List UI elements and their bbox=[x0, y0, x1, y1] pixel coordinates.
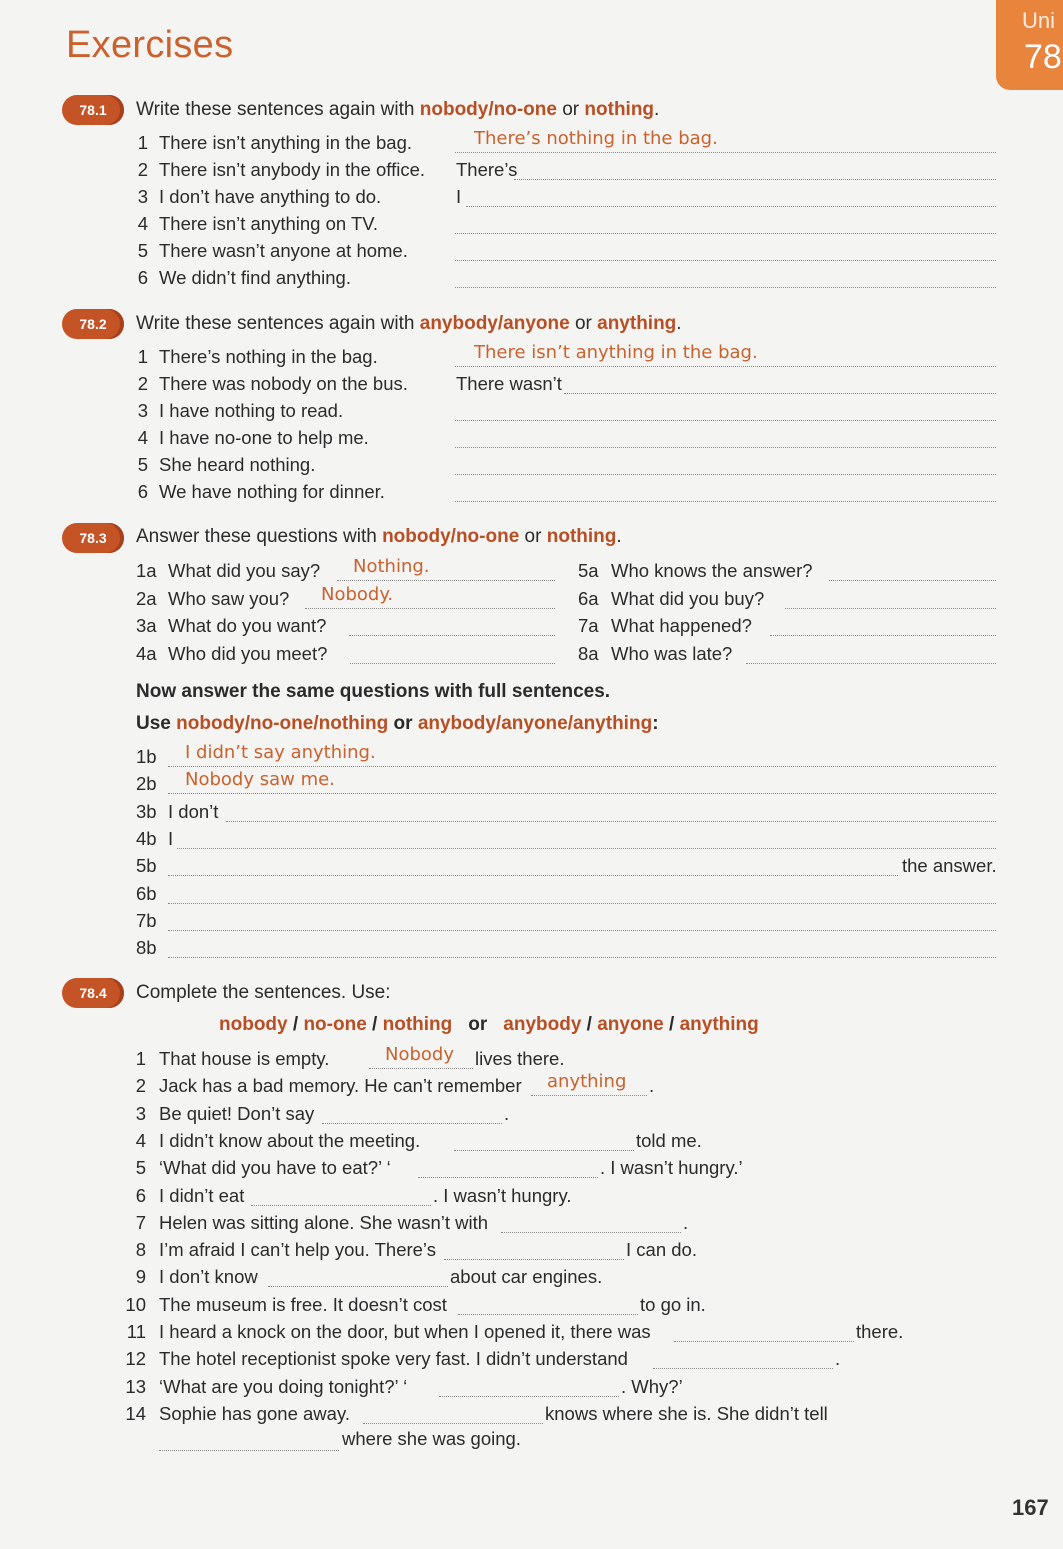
answer-blank[interactable] bbox=[458, 1296, 638, 1315]
item-sentence-start: I didn’t know about the meeting. bbox=[159, 1129, 421, 1151]
answer-blank[interactable] bbox=[653, 1350, 833, 1369]
item-number: 9 bbox=[135, 1266, 146, 1288]
item-number: 8 bbox=[135, 1239, 146, 1261]
answer-prefix: I bbox=[168, 827, 174, 849]
item-number: 8b bbox=[136, 937, 157, 959]
item-number: 8a bbox=[578, 642, 599, 664]
answer-blank[interactable] bbox=[514, 161, 996, 180]
instruction: Complete the sentences. Use: bbox=[136, 982, 391, 1003]
item-number: 4 bbox=[137, 213, 148, 234]
answer-blank[interactable] bbox=[674, 1323, 854, 1342]
answer-blank[interactable] bbox=[455, 402, 996, 421]
instruction-part: Write these sentences again with bbox=[136, 313, 420, 334]
instruction-part: nothing bbox=[584, 99, 655, 120]
answer-text: anything bbox=[547, 1071, 627, 1093]
item-sentence: There was nobody on the bus. bbox=[159, 373, 408, 394]
word-box-item: / bbox=[581, 1014, 598, 1035]
instruction-part: or bbox=[556, 99, 585, 120]
subinstruction-use-part: Use bbox=[136, 713, 177, 734]
item-number: 4 bbox=[137, 427, 148, 448]
item-sentence-end: I can do. bbox=[626, 1239, 697, 1261]
answer-blank[interactable] bbox=[159, 1432, 339, 1451]
unit-tab-label: Uni bbox=[1022, 8, 1056, 33]
answer-prefix: There wasn’t bbox=[456, 373, 562, 394]
item-sentence-end: there. bbox=[856, 1321, 904, 1342]
item-number: 5 bbox=[137, 240, 148, 261]
answer-text: There isn’t anything in the bag. bbox=[474, 342, 758, 363]
answer-blank[interactable] bbox=[746, 645, 996, 664]
answer-prefix: I don’t bbox=[168, 800, 219, 822]
answer-prefix: There’s bbox=[456, 159, 518, 180]
item-number: 3 bbox=[135, 1102, 146, 1124]
answer-blank[interactable] bbox=[829, 562, 996, 581]
answer-suffix: the answer. bbox=[902, 855, 997, 877]
item-sentence: I don’t have anything to do. bbox=[159, 186, 382, 207]
item-sentence-continued: where she was going. bbox=[342, 1428, 521, 1449]
answer-blank[interactable] bbox=[455, 483, 996, 502]
item-number: 12 bbox=[125, 1348, 146, 1370]
answer-blank[interactable] bbox=[177, 830, 996, 849]
item-number: 5a bbox=[578, 560, 599, 581]
answer-blank[interactable] bbox=[455, 269, 996, 288]
item-number: 1 bbox=[137, 346, 148, 367]
item-sentence-start: Be quiet! Don’t say bbox=[159, 1102, 315, 1124]
instruction-part: nobody/no-one bbox=[382, 526, 520, 547]
answer-blank[interactable] bbox=[251, 1187, 431, 1206]
item-number: 2 bbox=[137, 373, 148, 394]
answer-blank[interactable] bbox=[785, 590, 996, 609]
item-number: 6 bbox=[137, 267, 148, 288]
item-number: 6 bbox=[135, 1184, 146, 1206]
item-sentence: There isn’t anything on TV. bbox=[159, 213, 379, 234]
item-number: 7 bbox=[135, 1211, 146, 1233]
instruction-part: nobody/no-one bbox=[419, 99, 557, 120]
item-number: 10 bbox=[125, 1293, 146, 1315]
item-sentence-start: Jack has a bad memory. He can’t remember bbox=[159, 1075, 522, 1097]
item-sentence-end: . bbox=[683, 1211, 689, 1233]
unit-tab bbox=[996, 0, 1063, 90]
exercise-badge: 78.3 bbox=[62, 523, 124, 553]
item-sentence-start: ‘What are you doing tonight?’ ‘ bbox=[159, 1375, 408, 1397]
word-box-item: / bbox=[287, 1014, 304, 1035]
answer-text: Nobody bbox=[385, 1044, 454, 1065]
item-number: 1a bbox=[136, 560, 157, 581]
item-sentence-end: . I wasn’t hungry. bbox=[433, 1184, 572, 1206]
item-sentence-start: The museum is free. It doesn’t cost bbox=[159, 1293, 447, 1315]
word-box-item: or bbox=[468, 1014, 488, 1035]
subinstruction-use-part: nobody/no-one/nothing bbox=[176, 713, 389, 734]
item-number: 1 bbox=[137, 132, 148, 153]
item-sentence-start: I heard a knock on the door, but when I opened it, there was bbox=[159, 1321, 651, 1342]
word-box-item: nobody bbox=[219, 1014, 288, 1035]
instruction-part: . bbox=[616, 526, 622, 547]
answer-blank[interactable] bbox=[455, 429, 996, 448]
instruction bbox=[136, 313, 682, 335]
page-title: Exercises bbox=[66, 24, 234, 66]
item-sentence-end: to go in. bbox=[640, 1293, 706, 1315]
item-number: 11 bbox=[126, 1321, 146, 1342]
item-number: 6 bbox=[137, 481, 148, 502]
answer-blank[interactable] bbox=[454, 1132, 634, 1151]
instruction-part: anybody/anyone bbox=[419, 313, 570, 334]
word-box-item: nothing bbox=[382, 1014, 453, 1035]
instruction bbox=[136, 526, 622, 548]
answer-text: There’s nothing in the bag. bbox=[474, 128, 718, 149]
subinstruction-use-part: anybody/anyone/anything bbox=[417, 713, 653, 734]
item-question: Who saw you? bbox=[168, 587, 290, 609]
item-question: What did you say? bbox=[168, 560, 321, 581]
word-box-item: / bbox=[663, 1014, 680, 1035]
item-sentence: We didn’t find anything. bbox=[159, 267, 351, 288]
answer-prefix: I bbox=[456, 186, 462, 207]
answer-blank[interactable] bbox=[439, 1378, 619, 1397]
instruction-part: Write these sentences again with bbox=[136, 99, 420, 120]
item-number: 6b bbox=[136, 882, 157, 904]
answer-blank[interactable] bbox=[168, 885, 996, 904]
item-number: 3a bbox=[136, 615, 157, 636]
subinstruction-use bbox=[136, 713, 659, 735]
item-number: 7a bbox=[578, 615, 599, 636]
item-sentence-end: . Why?’ bbox=[621, 1375, 683, 1397]
item-number: 7b bbox=[136, 909, 157, 931]
item-sentence-end: . bbox=[649, 1075, 655, 1097]
answer-blank[interactable] bbox=[501, 1214, 681, 1233]
item-sentence: There’s nothing in the bag. bbox=[159, 346, 378, 367]
item-number: 3 bbox=[137, 186, 148, 207]
word-box-item: no-one bbox=[303, 1014, 367, 1035]
subinstruction-use-part: or bbox=[388, 713, 418, 734]
answer-blank[interactable] bbox=[349, 617, 555, 636]
item-sentence-end: . bbox=[504, 1102, 510, 1124]
answer-blank[interactable] bbox=[770, 617, 996, 636]
item-number: 4a bbox=[136, 642, 157, 664]
instruction-part: nothing bbox=[546, 526, 617, 547]
item-question: Who knows the answer? bbox=[611, 560, 813, 581]
word-box-item: anyone bbox=[597, 1014, 664, 1035]
word-box-item: / bbox=[366, 1014, 383, 1035]
item-sentence: I have nothing to read. bbox=[159, 400, 344, 421]
answer-blank[interactable] bbox=[455, 215, 996, 234]
answer-blank[interactable] bbox=[363, 1405, 543, 1424]
item-sentence-start: I didn’t eat bbox=[159, 1184, 245, 1206]
item-number: 5 bbox=[135, 1157, 146, 1179]
word-box-item: anybody bbox=[503, 1014, 582, 1035]
item-number: 1b bbox=[136, 746, 157, 767]
item-number: 2 bbox=[135, 1075, 146, 1097]
item-question: What did you buy? bbox=[611, 587, 765, 609]
item-sentence-end: told me. bbox=[636, 1129, 702, 1151]
instruction-part: . bbox=[654, 99, 660, 120]
item-number: 3b bbox=[136, 800, 157, 822]
exercise-badge: 78.2 bbox=[62, 309, 124, 339]
answer-blank[interactable] bbox=[455, 242, 996, 261]
item-sentence: There wasn’t anyone at home. bbox=[159, 240, 408, 261]
word-box-item: anything bbox=[679, 1014, 759, 1035]
answer-blank[interactable] bbox=[322, 1105, 502, 1124]
instruction-part: or bbox=[569, 313, 598, 334]
item-sentence: She heard nothing. bbox=[159, 454, 316, 475]
item-sentence-start: The hotel receptionist spoke very fast. I didn’t understand bbox=[159, 1348, 628, 1370]
exercise-badge: 78.1 bbox=[62, 95, 124, 125]
item-number: 2 bbox=[137, 159, 148, 180]
item-sentence-start: Sophie has gone away. bbox=[159, 1402, 350, 1424]
item-sentence: There isn’t anybody in the office. bbox=[159, 159, 426, 180]
item-number: 5b bbox=[136, 855, 157, 877]
item-number: 4b bbox=[136, 827, 157, 849]
item-question: What do you want? bbox=[168, 615, 327, 636]
item-number: 14 bbox=[125, 1402, 146, 1424]
item-number: 2a bbox=[136, 587, 157, 609]
unit-tab-number: 78 bbox=[1024, 38, 1062, 76]
instruction bbox=[136, 99, 659, 121]
item-sentence-end: . I wasn’t hungry.’ bbox=[600, 1157, 743, 1179]
instruction-part: . bbox=[676, 313, 682, 334]
item-sentence-end: . bbox=[835, 1348, 841, 1370]
item-sentence-start: That house is empty. bbox=[159, 1048, 330, 1069]
item-sentence: We have nothing for dinner. bbox=[159, 481, 385, 502]
exercise-badge: 78.4 bbox=[62, 978, 124, 1008]
instruction-part: Answer these questions with bbox=[136, 526, 383, 547]
answer-blank[interactable] bbox=[168, 939, 996, 958]
item-number: 1 bbox=[135, 1048, 146, 1069]
item-sentence-start: I’m afraid I can’t help you. There’s bbox=[159, 1239, 436, 1261]
subinstruction: Now answer the same questions with full sentences. bbox=[136, 681, 611, 702]
answer-text: Nobody. bbox=[321, 583, 394, 605]
page-number: 167 bbox=[1012, 1495, 1049, 1520]
item-sentence-start: Helen was sitting alone. She wasn’t with bbox=[159, 1211, 489, 1233]
answer-blank[interactable] bbox=[168, 912, 996, 931]
item-sentence: I have no-one to help me. bbox=[159, 427, 369, 448]
answer-text: Nobody saw me. bbox=[185, 769, 335, 791]
item-sentence-end: knows where she is. She didn’t tell bbox=[545, 1402, 828, 1424]
answer-text: I didn’t say anything. bbox=[185, 742, 376, 763]
item-number: 6a bbox=[578, 587, 599, 609]
item-sentence-end: lives there. bbox=[475, 1048, 565, 1069]
instruction-part: anything bbox=[597, 313, 677, 334]
item-sentence: There isn’t anything in the bag. bbox=[159, 132, 412, 153]
item-sentence-start: I don’t know bbox=[159, 1266, 258, 1288]
subinstruction-use-part: : bbox=[652, 713, 659, 734]
answer-text: Nothing. bbox=[353, 556, 430, 577]
answer-blank[interactable] bbox=[444, 1241, 624, 1260]
instruction-part: or bbox=[519, 526, 547, 547]
answer-blank[interactable] bbox=[455, 456, 996, 475]
item-number: 4 bbox=[135, 1129, 146, 1151]
answer-blank[interactable] bbox=[418, 1159, 598, 1178]
item-question: Who was late? bbox=[611, 642, 733, 664]
item-number: 2b bbox=[136, 773, 157, 795]
answer-blank[interactable] bbox=[268, 1268, 448, 1287]
item-number: 3 bbox=[137, 400, 148, 421]
item-sentence-end: about car engines. bbox=[450, 1266, 603, 1288]
answer-blank[interactable] bbox=[564, 375, 996, 394]
item-number: 13 bbox=[125, 1375, 146, 1397]
item-number: 5 bbox=[137, 454, 148, 475]
item-question: Who did you meet? bbox=[168, 642, 328, 664]
answer-blank[interactable] bbox=[168, 857, 898, 876]
answer-blank[interactable] bbox=[226, 803, 996, 822]
word-box bbox=[219, 1014, 759, 1036]
answer-blank[interactable] bbox=[466, 188, 996, 207]
answer-blank[interactable] bbox=[350, 645, 555, 664]
item-sentence-start: ‘What did you have to eat?’ ‘ bbox=[159, 1157, 391, 1179]
item-question: What happened? bbox=[611, 615, 752, 636]
